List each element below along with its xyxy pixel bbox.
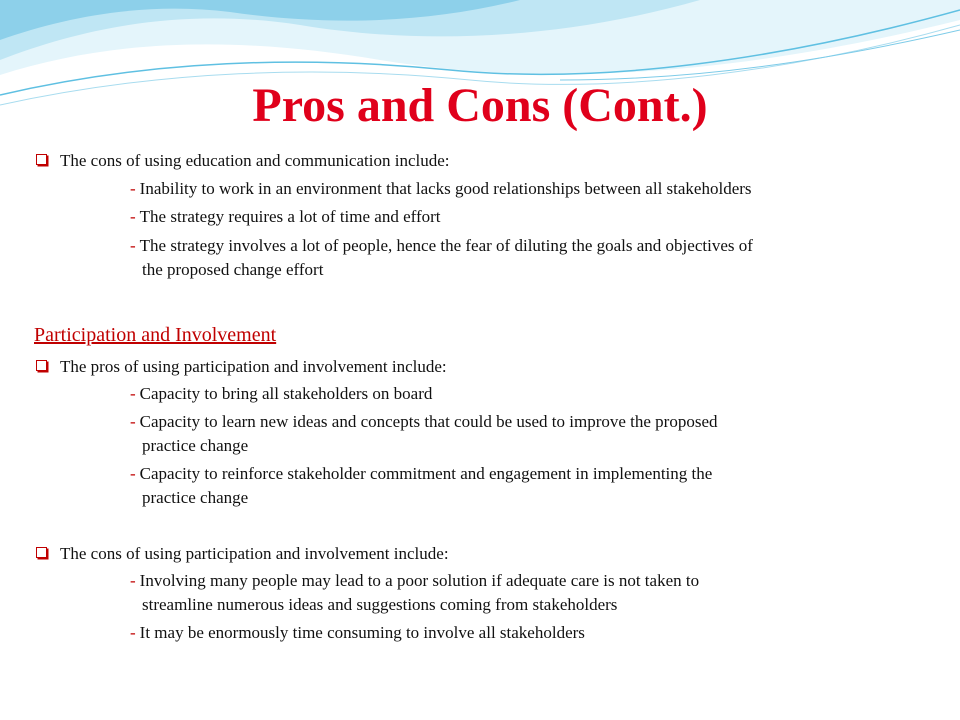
list-item	[130, 382, 914, 406]
dash-marker: -	[130, 412, 136, 431]
bullet-heading: The pros of using participation and involvement include:	[60, 357, 447, 376]
bullet-participation-cons	[36, 543, 449, 565]
item-text: The strategy requires a lot of time and effort	[139, 207, 441, 226]
list-item	[130, 621, 914, 645]
item-text-continued: the proposed change effort	[142, 260, 324, 279]
dash-marker: -	[130, 384, 136, 403]
list-item	[130, 569, 914, 617]
list-item	[130, 410, 914, 458]
item-text: Capacity to reinforce stakeholder commitment and engagement in implementing the	[139, 464, 713, 483]
slide-title: Pros and Cons (Cont.)	[252, 79, 708, 132]
item-text: Involving many people may lead to a poor solution if adequate care is not taken to	[139, 571, 700, 590]
list-item	[130, 205, 914, 229]
dash-marker: -	[130, 236, 136, 255]
bullet-heading: The cons of using participation and involvement include:	[60, 544, 449, 563]
item-text-continued: practice change	[142, 488, 249, 507]
bullet-education-cons	[36, 150, 449, 172]
item-text: It may be enormously time consuming to involve all stakeholders	[139, 623, 585, 642]
item-text: Inability to work in an environment that lacks good relationships between all stakeholders	[139, 179, 752, 198]
bullet-participation-pros	[36, 356, 447, 378]
dash-marker: -	[130, 571, 136, 590]
item-text-continued: streamline numerous ideas and suggestions coming from stakeholders	[142, 595, 618, 614]
list-item	[130, 234, 914, 282]
dash-marker: -	[130, 207, 136, 226]
dash-marker: -	[130, 464, 136, 483]
item-text: Capacity to bring all stakeholders on board	[139, 384, 433, 403]
item-text: The strategy involves a lot of people, hence the fear of diluting the goals and objectives of	[139, 236, 753, 255]
bullet-heading: The cons of using education and communication include:	[60, 151, 450, 170]
item-text-continued: practice change	[142, 436, 249, 455]
dash-marker: -	[130, 623, 136, 642]
checkbox-bullet-icon	[36, 360, 47, 371]
section-heading: Participation and Involvement	[34, 324, 277, 346]
checkbox-bullet-icon	[36, 547, 47, 558]
dash-marker: -	[130, 179, 136, 198]
item-text: Capacity to learn new ideas and concepts that could be used to improve the proposed	[139, 412, 718, 431]
checkbox-bullet-icon	[36, 154, 47, 165]
list-item	[130, 177, 914, 201]
list-item	[130, 462, 914, 510]
